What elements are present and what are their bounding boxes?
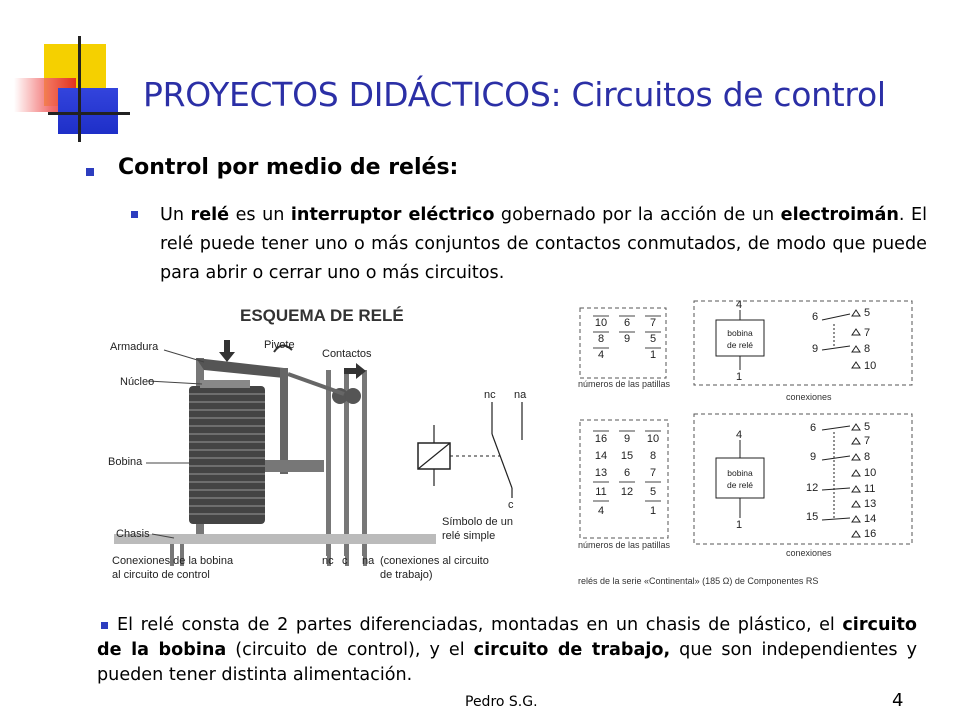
pivot-post — [280, 368, 288, 474]
bottom-connections-box — [694, 414, 912, 544]
core-top — [200, 380, 250, 388]
svg-text:12: 12 — [620, 486, 634, 498]
bottom-pins-caption: números de las patillas — [578, 540, 671, 550]
svg-text:8: 8 — [864, 451, 871, 463]
relay-schematic-diagram — [104, 300, 550, 592]
svg-text:7: 7 — [864, 435, 871, 447]
svg-text:14: 14 — [594, 450, 608, 462]
svg-text:6: 6 — [623, 467, 631, 479]
svg-text:7: 7 — [649, 467, 657, 479]
armature-arm — [288, 374, 344, 394]
svg-text:4: 4 — [736, 429, 743, 441]
svg-text:8: 8 — [597, 333, 605, 345]
svg-text:bobina: bobina — [727, 468, 753, 478]
svg-text:4: 4 — [597, 505, 605, 517]
contact-point-2 — [345, 388, 361, 404]
svg-text:de relé: de relé — [727, 340, 753, 350]
svg-text:6: 6 — [812, 311, 819, 323]
armature-shape — [196, 358, 284, 378]
coil-body — [189, 386, 265, 524]
logo-vertical-line — [78, 36, 81, 142]
svg-text:6: 6 — [810, 422, 817, 434]
svg-text:5: 5 — [864, 307, 871, 319]
svg-text:1: 1 — [649, 505, 657, 517]
svg-text:16: 16 — [864, 528, 877, 540]
bullet-square-icon — [131, 211, 138, 218]
label-conexiones-bobina-2: al circuito de control — [112, 569, 210, 581]
contact-nc — [326, 370, 331, 556]
svg-text:10: 10 — [594, 317, 608, 329]
slide-title: PROYECTOS DIDÁCTICOS: Circuitos de control — [143, 75, 886, 114]
svg-text:10: 10 — [646, 433, 660, 445]
svg-text:4: 4 — [597, 349, 605, 361]
label-na: na — [362, 555, 375, 567]
svg-text:15: 15 — [620, 450, 634, 462]
svg-text:12: 12 — [806, 482, 819, 494]
svg-text:9: 9 — [810, 451, 817, 463]
label-nc: nc — [322, 555, 334, 567]
rs-relay-pinout-diagram — [566, 296, 916, 592]
label-bobina: Bobina — [108, 456, 143, 468]
svg-text:1: 1 — [736, 519, 743, 531]
svg-text:4: 4 — [736, 299, 743, 311]
label-conexiones-trabajo-2: de trabajo) — [380, 569, 433, 581]
svg-text:5: 5 — [864, 421, 871, 433]
svg-text:7: 7 — [864, 327, 871, 339]
svg-text:9: 9 — [623, 333, 631, 345]
svg-text:6: 6 — [623, 317, 631, 329]
relay-parts-paragraph: El relé consta de 2 partes diferenciadas, montadas en un chasis de plástico, el circuito de la bobina (circuito de control), y el circuito de trabajo, que son independientes y pueden tener distinta alimentación. — [97, 615, 918, 685]
label-armadura: Armadura — [110, 341, 159, 353]
svg-text:8: 8 — [864, 343, 871, 355]
label-contactos: Contactos — [322, 348, 372, 360]
bottom-connections-caption: conexiones — [786, 548, 832, 558]
relay-symbol — [418, 402, 522, 498]
label-nucleo: Núcleo — [120, 376, 155, 388]
symbol-label-na: na — [514, 389, 527, 401]
page-number: 4 — [892, 690, 904, 711]
symbol-label-nc: nc — [484, 389, 496, 401]
label-chasis: Chasis — [116, 528, 150, 540]
rs-source-caption: relés de la serie «Continental» (185 Ω) de Componentes RS — [578, 576, 819, 586]
svg-text:1: 1 — [736, 371, 743, 383]
svg-text:11: 11 — [864, 483, 876, 495]
section-heading: Control por medio de relés: — [118, 155, 459, 180]
svg-text:11: 11 — [595, 486, 607, 498]
top-connections-caption: conexiones — [786, 392, 832, 402]
svg-text:7: 7 — [649, 317, 657, 329]
svg-text:9: 9 — [623, 433, 631, 445]
svg-text:9: 9 — [812, 343, 819, 355]
svg-text:10: 10 — [864, 360, 877, 372]
svg-text:10: 10 — [864, 467, 877, 479]
logo-blue-square — [58, 88, 118, 134]
label-c: c — [342, 555, 348, 567]
symbol-label-c: c — [508, 499, 514, 511]
svg-text:8: 8 — [649, 450, 657, 462]
svg-text:5: 5 — [649, 333, 657, 345]
down-arrow-icon — [219, 340, 235, 362]
logo-horizontal-line — [48, 112, 130, 115]
top-coil-box — [716, 320, 764, 356]
label-pivote: Pivote — [264, 339, 295, 351]
svg-text:16: 16 — [594, 433, 608, 445]
svg-text:1: 1 — [649, 349, 657, 361]
symbol-caption-1: Símbolo de un — [442, 516, 513, 528]
label-conexiones-bobina-1: Conexiones de la bobina — [112, 555, 234, 567]
svg-text:13: 13 — [864, 498, 877, 510]
svg-text:5: 5 — [649, 486, 657, 498]
label-conexiones-trabajo-1: (conexiones al circuito — [380, 555, 489, 567]
symbol-caption-2: relé simple — [442, 530, 496, 542]
svg-text:13: 13 — [594, 467, 608, 479]
svg-text:14: 14 — [864, 513, 877, 525]
bottom-coil-box — [716, 458, 764, 498]
bullet-square-icon — [86, 168, 94, 176]
contact-na — [362, 370, 367, 556]
footer-author: Pedro S.G. — [465, 694, 538, 710]
top-pins-caption: números de las patillas — [578, 379, 671, 389]
relay-definition-paragraph: Un relé es un interruptor eléctrico gobernado por la acción de un electroimán. El relé puede tener uno o más conjuntos de contactos conmutados, de modo que puede para abrir o cerrar uno o más circuitos. — [160, 205, 927, 283]
svg-text:15: 15 — [806, 511, 819, 523]
svg-text:bobina: bobina — [727, 328, 753, 338]
schematic-title: ESQUEMA DE RELÉ — [240, 306, 404, 325]
svg-text:de relé: de relé — [727, 480, 753, 490]
